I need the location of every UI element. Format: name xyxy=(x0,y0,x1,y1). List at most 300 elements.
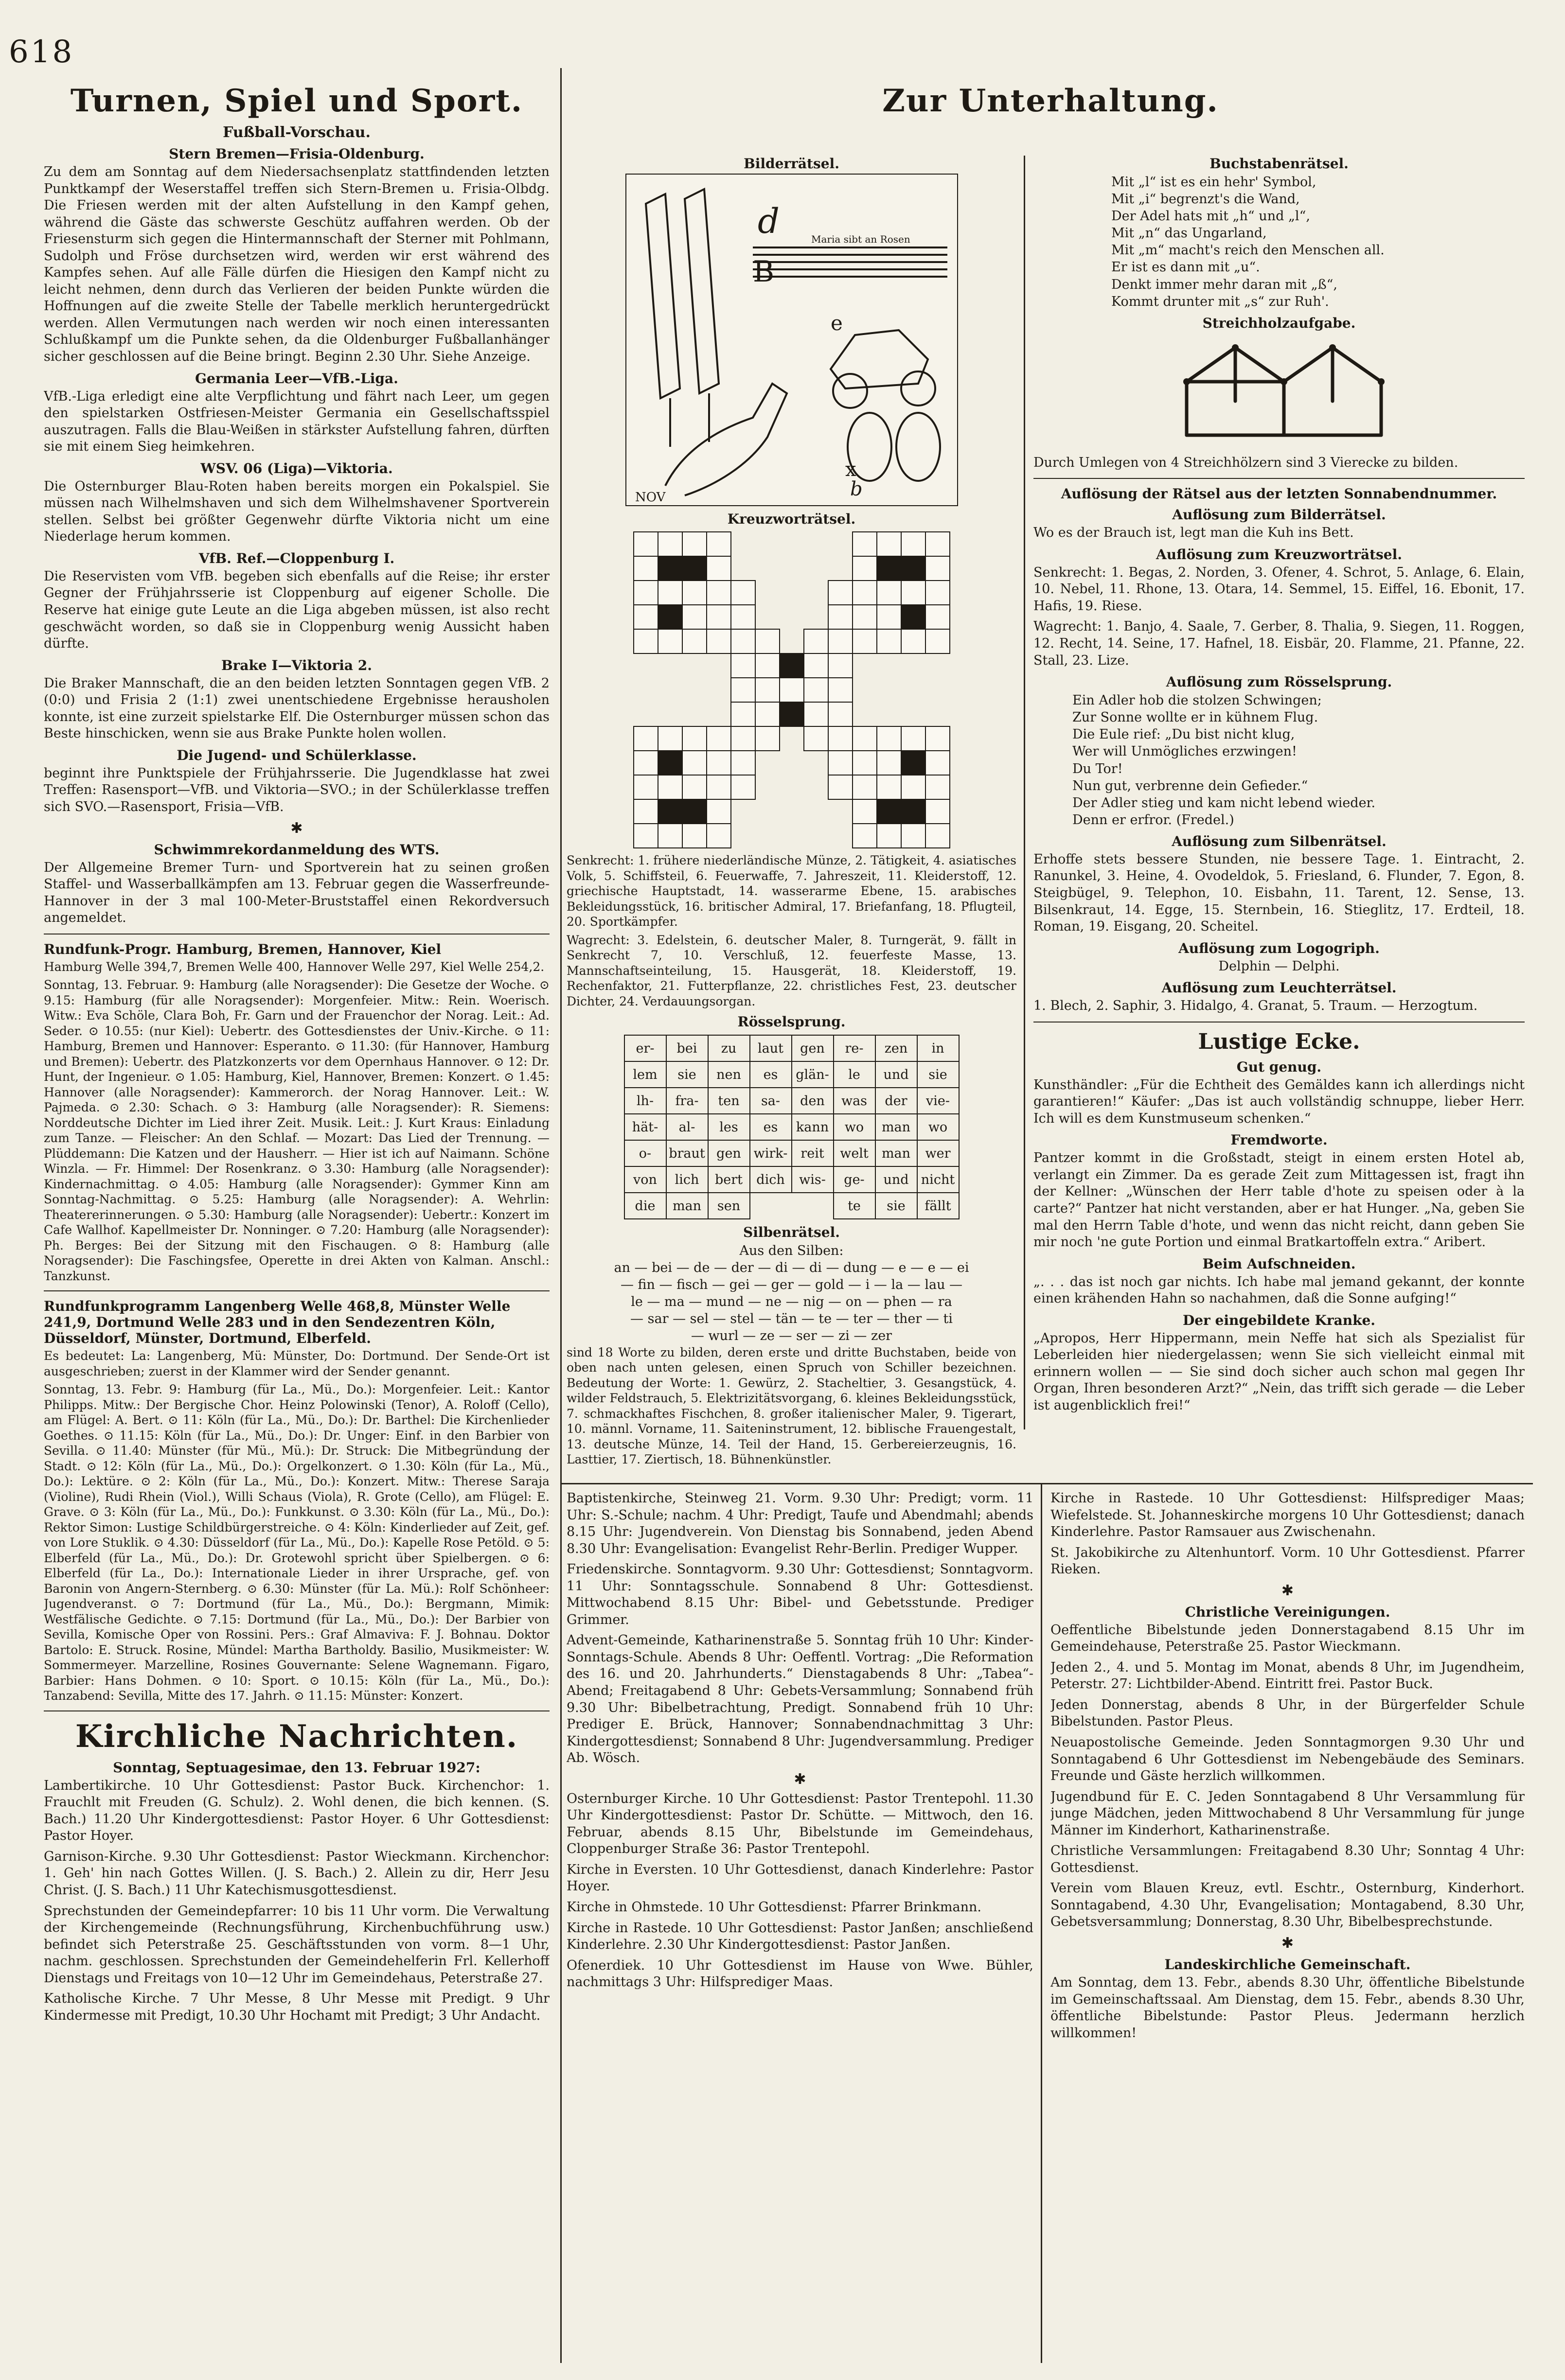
crossword-cell xyxy=(682,531,707,557)
gem-6: Kirche in Ohmstede. 10 Uhr Gottesdienst: Pfarrer Brinkmann. xyxy=(567,1900,981,1915)
roessel-cell: wo xyxy=(917,1114,959,1140)
crossword-cell xyxy=(901,750,926,776)
crossword-cell xyxy=(633,580,658,605)
radio-text-4: Sonntag, 13. Febr. 9: Hamburg (für La., Mü., Do.): Morgenfeier. Leit.: Kantor Philipps. Mitw.: Der Bergische Chor. Heinz Polowinski (Tenor), A. Roloff (Cello), am Flügel: A. Bert. ⊙ 11: Köln (für La., Mü., Do.): Dr. Barthel: Die Kirchenlieder Goethes. ⊙ 11.15: Köln (für La., Mü., Do.): Dr. Unger: Einf. in den Barbier von Sevilla. ⊙ 11.40: Münster (für Mü., Mü.): Dr. Struck: Die Mitbegründung der Stadt. ⊙ 12: Köln (für La., Mü., Do.): Orgelkonzert. ⊙ 1.30: Köln (für La., Mü., Do.): Lektüre. ⊙ 2: Köln (für La., Mü., Do.): Konzert. Mitw.: Therese Saraja (Violine), Rudi Rhein (Viol.), Willi Schaus (Viola), R. Grote (Cello), am Flügel: E. Grave. ⊙ 3: Köln (für La., Mü., Do.): Funkkunst. ⊙ 3.30: Köln (für La., Mü., Do.): Rektor Simon: Lustige Schildbürgerstreiche. ⊙ 4: Köln: Kinderlieder auf Zeit, gef. von Lore Stuklik. ⊙ 4.30: Düsseldorf (für La., Mü., Do.): Kapelle Rose Petöld. ⊙ 5: Elberfeld (für La., Mü., Do.): Dr. Grotewohl spricht über Spielbergen. ⊙ 6: Elberfeld (für La., Do.): Internationale Lieder in ihrer Ursprache, gef. von Baronin von Angern-Sternberg. ⊙ 6.30: Münster (für La. Mü.): Rolf Schönheer: Jugendveranst. ⊙ 7: Dortmund (für La., Mü., Do.): Bergmann, Mimik: Westfälische Gedichte. ⊙ 7.15: Dortmund (für La., Mü., Do.): Der Barbier von Sevilla, Komische Oper von Rossini. Pers.: Graf Almaviva: F. J. Bohnau. Doktor Bartolo: E. Struck. Rosine, Mündel: Martha Bartholdy. Basilio, Musikmeister: W. Sommermeyer. Marzelline, Rosines Gouvernante: Selene Wagnemann. Figaro, Barbier: Hans Dohmen. ⊙ 10: Sport. ⊙ 10.15: Köln (für La., Mü., Do.): Tanzabend: Sevilla, Mitte des 17. Jahrh. ⊙ 11.15: Münster: Konzert. xyxy=(44,1382,550,1703)
cv-heading: Christliche Vereinigungen. xyxy=(1185,1604,1390,1620)
l5-text: Delphin — Delphi. xyxy=(1218,958,1340,974)
roessel-cell: lh- xyxy=(624,1088,666,1114)
sport-match-5: Brake I—Viktoria 2. xyxy=(221,657,372,673)
crossword-cell xyxy=(876,653,902,678)
roessel-cell: wer xyxy=(917,1140,959,1166)
sport-match-3: WSV. 06 (Liga)—Viktoria. xyxy=(200,460,393,476)
crossword-cell xyxy=(803,653,829,678)
crossword-cell xyxy=(901,702,926,727)
buch-line: Der Adel hats mit „h“ und „l“, xyxy=(1111,209,1310,224)
sport-text-5: Die Braker Mannschaft, die an den beiden letzten Sonntagen gegen VfB. 2 (0:0) und Frisia 2 (1:1) zwei unentschiedene Ergebnisse herausholen konnte, ist eine zurzeit spielstarke Elf. Die Osternburger müssen schon das Beste hinschicken, wenn sie aus Brake Punkte holen wollen. xyxy=(44,675,550,741)
crossword-cell xyxy=(658,604,683,630)
roessel-cell: es xyxy=(750,1114,792,1140)
roessel-cell: les xyxy=(708,1114,750,1140)
radio-text-3: Es bedeutet: La: Langenberg, Mü: Münster, Do: Dortmund. Der Sende-Ort ist ausgeschrieben; zuerst in der Klammer wird der Sender genannt. xyxy=(44,1349,550,1378)
crossword-cell xyxy=(633,677,658,703)
gem-8: Ofenerdiek. 10 Uhr Gottesdienst im Hause von Wwe. Bühler, nachmittags 3 Uhr: Hilfsprediger Maas. xyxy=(567,1957,1033,1990)
roessel-cell: glän- xyxy=(792,1061,834,1088)
roessel-cell: reit xyxy=(792,1140,834,1166)
right-column xyxy=(1033,151,1525,1478)
crossword-cell xyxy=(658,580,683,605)
lk-text: Am Sonntag, dem 13. Febr., abends 8.30 Uhr, öffentliche Bibelstunde im Gemeinschaftssaal. Am Dienstag, dem 15. Febr., abends 8.30 Uhr, öffentliche Bibelstunde: Pastor Pleus. Jedermann herzlich willkommen! xyxy=(1050,1975,1525,2041)
picture-caption: Maria sibt an Rosen xyxy=(811,233,910,245)
l1-heading: Auflösung zum Bilderrätsel. xyxy=(1172,507,1386,523)
church-text-1: Lambertikirche. 10 Uhr Gottesdienst: Pastor Buck. Kirchenchor: 1. Frauchlt mit Freuden (G. Schulz). 2. Wohl denen, die bich kennen. (S. Bach.) 11.20 Uhr Kindergottesdienst: Pastor Hoyer. 6 Uhr Gottesdienst: Pastor Hoyer. xyxy=(44,1778,550,1844)
crossword-cell xyxy=(730,580,756,605)
crossword-cell xyxy=(755,580,780,605)
buch-line: Mit „m“ macht's reich den Menschen all. xyxy=(1111,243,1385,258)
crossword-cell xyxy=(730,653,756,678)
crossword-cell xyxy=(876,677,902,703)
roessel-row xyxy=(624,1061,959,1088)
lg4-text: „Apropos, Herr Hippermann, mein Neffe hat sich als Spezialist für Leberleiden hier niedergelassen; wenn Sie sich vielleicht einmal mit erinnern wollen — — Sie sind doch sicher auch schon mal gegen Ihr Organ, Ihren besonderen Arzt?“ „Nein, das trifft sich gerade — die Leber ist augenblicklich frei!“ xyxy=(1033,1330,1525,1413)
crossword-cell xyxy=(828,531,853,557)
crossword-cell xyxy=(779,580,804,605)
crossword-cell xyxy=(755,677,780,703)
divider xyxy=(1033,1022,1525,1023)
crossword-cell xyxy=(658,653,683,678)
l3-line: Zur Sonne wollte er in kühnem Flug. xyxy=(1072,710,1318,725)
roessel-cell: lich xyxy=(666,1166,708,1193)
crossword-cell xyxy=(828,726,853,751)
crossword-cell xyxy=(852,604,877,630)
crossword-cell xyxy=(925,629,950,654)
crossword-cell xyxy=(755,775,780,800)
crossword-cell xyxy=(779,531,804,557)
silben-line: — wurl — ze — ser — zi — zer xyxy=(691,1328,892,1344)
gem-3: Advent-Gemeinde, Katharinenstraße 5. Sonntag früh 10 Uhr: Kinder-Sonntags-Schule. Abends 8 Uhr: Oeffentl. Vortrag: „Die Reformation des 16. und 20. Jahrhunderts.“ Dienstagabends 8 Uhr: „Tabea“-Abend; Freitagabend 8 Uhr: Gebets-Versammlung; Sonnabend früh 9.30 Uhr: Bibelbetrachtung, Predigt. Sonnabend früh 10 Uhr: Prediger E. Brück, Hannover; Sonnabendnachmittag 3 Uhr: Kindergottesdienst; Sonnabend 8 Uhr: Jugendversammlung. Prediger Ab. Wösch. xyxy=(567,1633,1033,1766)
silben-line: an — bei — de — der — di — di — dung — e — e — ei xyxy=(614,1260,969,1276)
roessel-cell: die xyxy=(624,1193,666,1219)
crossword-cell xyxy=(706,750,731,776)
crossword-cell xyxy=(730,726,756,751)
lg4-heading: Der eingebildete Kranke. xyxy=(1182,1312,1376,1328)
silben-intro: Aus den Silben: xyxy=(739,1243,844,1258)
cv-7: Verein vom Blauen Kreuz, evtl. Eschtr., Osternburg, Kinderhort. Sonntagabend, 4.30 Uhr, Evangelisation; Montagabend, 8.30 Uhr, Gebetsversammlung; Donnerstag, 8.30 Uhr, Bibelbesprechstunde. xyxy=(1050,1881,1525,1930)
roessel-cell: den xyxy=(792,1088,834,1114)
roessel-cell: kann xyxy=(792,1114,834,1140)
crossword-cell xyxy=(852,580,877,605)
crossword-cell xyxy=(876,823,902,848)
sport-match-2: Germania Leer—VfB.-Liga. xyxy=(195,370,398,387)
crossword-cell xyxy=(901,629,926,654)
bottom-right xyxy=(1050,1490,1525,2361)
roessel-cell: zu xyxy=(708,1035,750,1061)
crossword-cell xyxy=(803,799,829,824)
lg1-heading: Gut genug. xyxy=(1236,1058,1322,1075)
crossword-cell xyxy=(755,531,780,557)
crossword-cell xyxy=(730,799,756,824)
lg3-text: „. . . das ist noch gar nichts. Ich habe mal jemand gekannt, der konnte einen krähenden Hahn so nachahmen, daß die Sonne aufging!“ xyxy=(1033,1274,1525,1306)
radio-heading-1: Rundfunk-Progr. Hamburg, Bremen, Hannover, Kiel xyxy=(44,941,442,957)
crossword-cell xyxy=(803,775,829,800)
lg2-text: Pantzer kommt in die Großstadt, steigt in einem ersten Hotel ab, verlangt ein Zimmer. Da es gerade Zeit zum Mittagessen ist, fragt ihn der Kellner: „Wünschen der Herr table d'hote zu speisen oder à la carte?“ Pantzer hat nicht verstanden, aber er hat Hunger. „Na, geben Sie mal den Herrn Table d'hote, und wenn das nicht reicht, dann geben Sie mir noch 'ne gute Portion und einmal Bratkartoffeln extra.“ Aribert. xyxy=(1033,1150,1525,1250)
gem-5: Kirche in Eversten. 10 Uhr Gottesdienst, danach Kinderlehre: Pastor Hoyer. xyxy=(567,1862,1033,1894)
section-rule xyxy=(560,1483,1533,1484)
roessel-heading: Rösselsprung. xyxy=(737,1014,846,1030)
crossword-cell xyxy=(779,653,804,678)
fun-title: Zur Unterhaltung. xyxy=(882,83,1219,119)
crossword-cell xyxy=(682,775,707,800)
lg1-text: Kunsthändler: „Für die Echtheit des Gemäldes kann ich allerdings nicht garantieren!“ Käufer: „Das ist auch vollständig schnuppe, lieber Herr. Ich will es dem Kunstmuseum schenken.“ xyxy=(1033,1077,1525,1126)
gem-2: Friedenskirche. Sonntagvorm. 9.30 Uhr: Gottesdienst; Sonntagvorm. 11 Uhr: Sonntagsschule. Sonnabend 8 Uhr: Gottesdienst. Mittwochabend 8.15 Uhr: Bibel- und Gebetsstunde. Prediger Grimmer. xyxy=(567,1562,1033,1627)
roessel-row xyxy=(624,1140,959,1166)
crossword-cell xyxy=(925,604,950,630)
crossword-cell xyxy=(803,580,829,605)
crossword-cell xyxy=(633,799,658,824)
crossword-cell xyxy=(925,653,950,678)
radio-heading-2: Rundfunkprogramm Langenberg Welle 468,8, Münster Welle 241,9, Dortmund Welle 283 und in den Sendezentren Köln, Düsseldorf, Münster, Dortmund, Elberfeld. xyxy=(44,1298,511,1347)
l1-text: Wo es der Brauch ist, legt man die Kuh ins Bett. xyxy=(1033,525,1354,541)
crossword-cell xyxy=(852,531,877,557)
column-rule-2 xyxy=(1024,156,1025,1429)
lg3-heading: Beim Aufschneiden. xyxy=(1202,1255,1356,1272)
crossword-cell xyxy=(852,556,877,581)
crossword-cell xyxy=(779,750,804,776)
roessel-cell: o- xyxy=(624,1140,666,1166)
crossword-cell xyxy=(682,604,707,630)
star-divider: ✱ xyxy=(794,1770,806,1788)
divider xyxy=(44,1710,550,1711)
crossword-cell xyxy=(925,799,950,824)
l3-line: Ein Adler hob die stolzen Schwingen; xyxy=(1072,693,1322,708)
cv-6: Christliche Versammlungen: Freitagabend 8.30 Uhr; Sonntag 4 Uhr: Gottesdienst. xyxy=(1050,1843,1525,1875)
divider xyxy=(1033,478,1525,479)
roessel-cell: man xyxy=(875,1114,917,1140)
roessel-cell: lem xyxy=(624,1061,666,1088)
crossword-cell xyxy=(682,726,707,751)
crossword-cell xyxy=(779,604,804,630)
crossword-cell xyxy=(633,556,658,581)
crossword-cell xyxy=(682,629,707,654)
crossword-cell xyxy=(706,799,731,824)
column-rule-1 xyxy=(560,68,562,2363)
l4-heading: Auflösung zum Silbenrätsel. xyxy=(1172,833,1387,849)
crossword-cell xyxy=(901,653,926,678)
roessel-row xyxy=(624,1035,959,1061)
roessel-cell: sie xyxy=(875,1193,917,1219)
roessel-cell: sen xyxy=(708,1193,750,1219)
crossword-cell xyxy=(925,677,950,703)
roessel-cell: zen xyxy=(875,1035,917,1061)
crossword-cell xyxy=(901,556,926,581)
roessel-cell: fällt xyxy=(917,1193,959,1219)
crossword-cell xyxy=(803,823,829,848)
roessel-cell: sie xyxy=(917,1061,959,1088)
roessel-cell: ten xyxy=(708,1088,750,1114)
sport-subtitle: Fußball-Vorschau. xyxy=(223,124,371,141)
l3-line: Nun gut, verbrenne dein Gefieder.“ xyxy=(1072,778,1308,793)
crossword-cell xyxy=(876,629,902,654)
l3-line: Der Adler stieg und kam nicht lebend wieder. xyxy=(1072,795,1376,811)
buch-line: Mit „n“ das Ungarland, xyxy=(1111,226,1267,241)
crossword-cell xyxy=(779,775,804,800)
crossword-cell xyxy=(706,604,731,630)
roessel-cell xyxy=(750,1193,792,1219)
picture-letter-d: d xyxy=(757,201,780,241)
left-column xyxy=(44,83,550,2363)
crossword-cell xyxy=(755,750,780,776)
kreuz-heading: Kreuzworträtsel. xyxy=(727,511,856,527)
crossword-cell xyxy=(779,702,804,727)
cv-4: Neuapostolische Gemeinde. Jeden Sonntagmorgen 9.30 Uhr und Sonntagabend 6 Uhr Gottesdienst im Nebengebäude des Seminars. Freunde und Gäste herzlich willkommen. xyxy=(1050,1735,1525,1784)
roessel-cell: wis- xyxy=(792,1166,834,1193)
picture-letter-x: x xyxy=(845,458,856,481)
crossword-cell xyxy=(706,629,731,654)
crossword-cell xyxy=(852,775,877,800)
roessel-cell: sa- xyxy=(750,1088,792,1114)
crossword-cell xyxy=(925,775,950,800)
crossword-cell xyxy=(876,702,902,727)
crossword-cell xyxy=(828,653,853,678)
roessel-cell: braut xyxy=(666,1140,708,1166)
crossword-cell xyxy=(901,799,926,824)
gem-10: St. Jakobikirche zu Altenhuntorf. Vorm. 10 Uhr Gottesdienst. Pfarrer Rieken. xyxy=(1050,1545,1525,1577)
cv-1: Oeffentliche Bibelstunde jeden Donnerstagabend 8.15 Uhr im Gemeindehause, Peterstraße 25. Pastor Wieckmann. xyxy=(1050,1622,1525,1655)
crossword-cell xyxy=(828,677,853,703)
roessel-cell: es xyxy=(750,1061,792,1088)
crossword-cell xyxy=(901,775,926,800)
picture-nov: NOV xyxy=(635,490,665,505)
gem-4: Osternburger Kirche. 10 Uhr Gottesdienst: Pastor Trentepohl. 11.30 Uhr Kindergottesdienst: Pastor Dr. Schütte. — Mittwoch, den 16. Februar, abends 8.15 Uhr, Bibelstunde im Gemeindehaus, Cloppenburger Straße 36: Pastor Trentepohl. xyxy=(567,1791,1033,1857)
buch-line: Mit „i“ begrenzt's die Wand, xyxy=(1111,192,1300,207)
crossword-cell xyxy=(803,750,829,776)
crossword-cell xyxy=(876,604,902,630)
crossword-cell xyxy=(658,531,683,557)
roessel-cell: und xyxy=(875,1166,917,1193)
crossword-cell xyxy=(876,580,902,605)
roessel-cell: gen xyxy=(708,1140,750,1166)
l3-heading: Auflösung zum Rösselsprung. xyxy=(1166,674,1392,690)
roessel-cell: al- xyxy=(666,1114,708,1140)
crossword-cell xyxy=(779,799,804,824)
roessel-cell: man xyxy=(875,1140,917,1166)
church-text-2: Garnison-Kirche. 9.30 Uhr Gottesdienst: Pastor Wieckmann. Kirchenchor: 1. Geh' hin nach Gottes Willen. (J. S. Bach.) 2. Allein zu dir, Herr Jesu Christ. (J. S. Bach.) 11 Uhr Katechismusgottesdienst. xyxy=(44,1849,550,1898)
buch-line: Mit „l“ ist es ein hehr' Symbol, xyxy=(1111,175,1316,190)
crossword-cell xyxy=(706,823,731,848)
crossword-cell xyxy=(852,799,877,824)
crossword-cell xyxy=(755,629,780,654)
kreuz-clues-1: Senkrecht: 1. frühere niederländische Münze, 2. Tätigkeit, 4. asiatisches Volk, 5. Schiffsteil, 6. Feuerwaffe, 7. Jahreszeit, 11. Kleiderstoff, 12. griechische Hauptstadt, 14. wasserarme Ebene, 15. arabisches Bekleidungsstück, 16. britischer Admiral, 17. Briefanfang, 18. Pflugteil, 20. Sportkämpfer. xyxy=(567,853,1016,929)
roessel-cell: er- xyxy=(624,1035,666,1061)
crossword-cell xyxy=(755,653,780,678)
crossword-cell xyxy=(901,604,926,630)
roessel-cell: nen xyxy=(708,1061,750,1088)
roessel-cell: dich xyxy=(750,1166,792,1193)
gem-1: Baptistenkirche, Steinweg 21. Vorm. 9.30 Uhr: Predigt; vorm. 11 Uhr: S.-Schule; nachm. 4 Uhr: Predigt, Taufe und Abendmahl; abends 8.15 Uhr: Jugendverein. Von Dienstag bis Sonnabend, jeden Abend 8.30 Uhr: Evangelisation: Evangelist Rehr-Berlin. Prediger Wupper. xyxy=(567,1491,1033,1556)
crossword-cell xyxy=(901,823,926,848)
crossword-grid xyxy=(634,532,950,848)
roessel-row xyxy=(624,1114,959,1140)
sport-text-2: VfB.-Liga erledigt eine alte Verpflichtung und fährt nach Leer, um gegen den spielstarken Ostfriesen-Meister Germania ein Gesellschaftsspiel auszutragen. Falls die Blau-Weißen in stärkster Aufstellung fahren, dürften sie mit einem Sieg heimkehren. xyxy=(44,388,550,455)
picture-puzzle xyxy=(625,174,958,506)
crossword-cell xyxy=(730,677,756,703)
l6-heading: Auflösung zum Leuchterrätsel. xyxy=(1161,980,1397,996)
gem-9: Kirche in Rastede. 10 Uhr Gottesdienst: Hilfsprediger Maas; Wiefelstede. St. Johanneskirche morgens 10 Uhr Gottesdienst; danach Kinderlehre. Pastor Ramsauer aus Zwischenahn. xyxy=(1050,1491,1525,1540)
crossword-cell xyxy=(828,629,853,654)
bilder-heading: Bilderrätsel. xyxy=(744,156,839,172)
sport-match-4: VfB. Ref.—Cloppenburg I. xyxy=(198,550,395,566)
crossword-cell xyxy=(852,750,877,776)
crossword-cell xyxy=(658,823,683,848)
roessel-row xyxy=(624,1193,959,1219)
sport-text-6: beginnt ihre Punktspiele der Frühjahrsserie. Die Jugendklasse hat zwei Treffen: Rasensport—VfB. und Viktoria—SVO.; in der Schülerklasse treffen sich SVO.—Rasensport, Frisia—VfB. xyxy=(44,765,550,814)
crossword-cell xyxy=(779,677,804,703)
crossword-cell xyxy=(706,677,731,703)
bottom-middle xyxy=(567,1490,1033,2361)
cv-2: Jeden 2., 4. und 5. Montag im Monat, abends 8 Uhr, im Jugendheim, Peterstr. 27: Lichtbilder-Abend. Eintritt frei. Pastor Buck. xyxy=(1050,1659,1525,1692)
crossword-cell xyxy=(803,702,829,727)
divider xyxy=(44,1290,550,1291)
picture-letter-b-small: b xyxy=(850,478,863,500)
crossword-cell xyxy=(633,726,658,751)
crossword-cell xyxy=(633,531,658,557)
crossword-cell xyxy=(803,531,829,557)
crossword-cell xyxy=(682,702,707,727)
sport-match-6: Die Jugend- und Schülerklasse. xyxy=(177,747,417,763)
l6-text: 1. Blech, 2. Saphir, 3. Hidalgo, 4. Granat, 5. Traum. — Herzogtum. xyxy=(1033,998,1478,1014)
crossword-cell xyxy=(828,775,853,800)
crossword-cell xyxy=(901,580,926,605)
crossword-cell xyxy=(925,726,950,751)
l2-heading: Auflösung zum Kreuzworträtsel. xyxy=(1156,546,1402,563)
crossword-cell xyxy=(925,531,950,557)
buch-lines xyxy=(1033,174,1525,310)
crossword-cell xyxy=(876,775,902,800)
crossword-cell xyxy=(828,799,853,824)
crossword-cell xyxy=(682,750,707,776)
crossword-cell xyxy=(658,556,683,581)
l5-heading: Auflösung zum Logogriph. xyxy=(1178,940,1380,956)
crossword-cell xyxy=(755,726,780,751)
streich-text: Durch Umlegen von 4 Streichhölzern sind 3 Vierecke zu bilden. xyxy=(1033,455,1458,470)
crossword-cell xyxy=(706,653,731,678)
page-number: 618 xyxy=(9,34,74,70)
roessel-cell: bert xyxy=(708,1166,750,1193)
crossword-cell xyxy=(706,775,731,800)
crossword-cell xyxy=(852,702,877,727)
crossword-cell xyxy=(779,823,804,848)
crossword-cell xyxy=(803,629,829,654)
roessel-row xyxy=(624,1166,959,1193)
crossword-cell xyxy=(803,556,829,581)
crossword-cell xyxy=(706,702,731,727)
star-divider: ✱ xyxy=(290,819,303,837)
sport-text-7: Der Allgemeine Bremer Turn- und Sportverein hat zu seinen großen Staffel- und Wasserballkämpfen am 13. Februar gegen die Wasserfreunde-Hannover in der 3 mal 100-Meter-Bruststaffel einen Rekordversuch angemeldet. xyxy=(44,860,550,926)
cv-5: Jugendbund für E. C. Jeden Sonntagabend 8 Uhr Versammlung für junge Mädchen, jeden Mittwochabend 8 Uhr Versammlung für junge Männer im Kinderhort, Katharinenstraße. xyxy=(1050,1789,1525,1838)
roessel-cell: der xyxy=(875,1088,917,1114)
crossword-cell xyxy=(925,702,950,727)
church-date: Sonntag, Septuagesimae, den 13. Februar 1927: xyxy=(113,1759,480,1776)
buch-line: Denkt immer mehr daran mit „ß“, xyxy=(1111,277,1338,292)
roessel-cell: was xyxy=(834,1088,875,1114)
crossword-cell xyxy=(925,580,950,605)
crossword-cell xyxy=(828,580,853,605)
roessel-cell: fra- xyxy=(666,1088,708,1114)
roessel-cell: vie- xyxy=(917,1088,959,1114)
silben-line: — fin — fisch — gei — ger — gold — i — la — lau — xyxy=(620,1277,963,1293)
sport-title: Turnen, Spiel und Sport. xyxy=(70,83,523,119)
silben-text: sind 18 Worte zu bilden, deren erste und dritte Buchstaben, beide von oben nach unten gelesen, einen Spruch von Schiller bezeichnen. Bedeutung der Worte: 1. Gewürz, 2. Stacheltier, 3. Gesangstück, 4. wilder Feldstrauch, 5. Elektrizitätsvorgang, 6. kleines Bekleidungsstück, 7. schmackhaftes Fischchen, 8. großer italienischer Maler, 9. Tigerart, 10. männl. Vorname, 11. Saiteninstrument, 12. biblische Frauengestalt, 13. deutsche Münze, 14. Teil der Hand, 15. Gerbereierzeugnis, 16. Lasttier, 17. Ziertisch, 18. Bühnenkünstler. xyxy=(567,1345,1016,1467)
crossword-cell xyxy=(682,677,707,703)
roessel-cell: le xyxy=(834,1061,875,1088)
church-text-3: Sprechstunden der Gemeindepfarrer: 10 bis 11 Uhr vorm. Die Verwaltung der Kirchengemeinde (Rechnungsführung, Kirchenbuchführung usw.) befindet sich Peterstraße 25. Geschäftsstunden von vorm. 8—1 Uhr, nachm. geschlossen. Sprechstunden der Gemeindehelferin Frl. Kellerhoff Dienstags und Freitags von 10—12 Uhr im Gemeindehaus, Peterstraße 27. xyxy=(44,1903,550,1986)
roessel-cell: nicht xyxy=(917,1166,959,1193)
crossword-cell xyxy=(658,775,683,800)
crossword-cell xyxy=(658,799,683,824)
roessel-cell: welt xyxy=(834,1140,875,1166)
streich-heading: Streichholzaufgabe. xyxy=(1202,315,1356,331)
l2-text-a: Senkrecht: 1. Begas, 2. Norden, 3. Ofener, 4. Schrot, 5. Anlage, 6. Elain, 10. Nebel, 11. Rhone, 13. Otara, 14. Semmel, 15. Eiffel, 16. Ebonit, 17. Hafis, 19. Riese. xyxy=(1033,564,1525,614)
picture-letter-e: e xyxy=(830,311,843,335)
roessel-cell: und xyxy=(875,1061,917,1088)
roessel-cell: wo xyxy=(834,1114,875,1140)
radio-text-2: Sonntag, 13. Februar. 9: Hamburg (alle Noragsender): Die Gesetze der Woche. ⊙ 9.15: Hamburg (für alle Noragsender): Morgenfeier. Mitw.: Rein. Woerisch. Witw.: Eva Schöle, Clara Boh, Fr. Garn und der Frauenchor der Norag. Leit.: Ad. Seder. ⊙ 10.55: (nur Kiel): Uebertr. des Gottesdienstes der Univ.-Kirche. ⊙ 11: Hamburg, Bremen und Hannover: Esperanto. ⊙ 11.30: (für Hannover, Hamburg und Bremen): Uebertr. des Platzkonzerts vor dem Opernhaus Hannover. ⊙ 12: Dr. Hunt, der Ingenieur. ⊙ 1.05: Hamburg, Kiel, Hannover, Bremen: Konzert. ⊙ 1.45: Hannover (alle Noragsender): Kammerorch. der Norag Hannover. Leit.: W. Pajmeda. ⊙ 2.30: Schach. ⊙ 3: Hamburg (alle Noragsender): R. Siemens: Norddeutsche Dichter im Lied ihrer Zeit. Musik. Leit.: J. Kurt Kraus: Einladung zum Tanze. — Fleischer: An den Schlaf. — Mozart: Das Lied der Trennung. — Plüddemann: Die Katzen und der Hausherr. — Hier ist ich auf Naimann. Schöne Winzla. — Fr. Himmel: Der Rosenkranz. ⊙ 3.30: Hamburg (alle Noragsender): Kindernachmittag. ⊙ 4.05: Hamburg (alle Noragsender): Gymmer Kinn am Sonntag-Nachmittag. ⊙ 5.25: Hamburg (alle Noragsender): A. Wehrlin: Theatererinnerungen. ⊙ 5.30: Hamburg (alle Noragsender): Uebertr.: Konzert im Cafe Wallhof. Kapellmeister Dr. Nonninger. ⊙ 7.20: Hamburg (alle Noragsender): Ph. Berges: Bei der Sitzung mit den Fischaugen. ⊙ 8: Hamburg (alle Noragsender): Die Faschingsfee, Operette in drei Akten von Kalman. Anschl.: Tanzkunst. xyxy=(44,978,550,1283)
l3-lines xyxy=(1033,692,1525,829)
lk-heading: Landeskirchliche Gemeinschaft. xyxy=(1164,1957,1411,1973)
crossword-cell xyxy=(755,702,780,727)
crossword-cell xyxy=(633,702,658,727)
crossword-cell xyxy=(852,823,877,848)
roessel-cell: in xyxy=(917,1035,959,1061)
church-text-4: Katholische Kirche. 7 Uhr Messe, 8 Uhr Messe mit Predigt. 9 Uhr Kindermesse mit Predigt, 10.30 Uhr Hochamt mit Predigt; 3 Uhr Andacht. xyxy=(44,1991,550,2023)
crossword-cell xyxy=(730,531,756,557)
roessel-cell: sie xyxy=(666,1061,708,1088)
crossword-cell xyxy=(730,604,756,630)
l2-text-b: Wagrecht: 1. Banjo, 4. Saale, 7. Gerber, 8. Thalia, 9. Siegen, 11. Roggen, 12. Recht, 14. Seine, 17. Hafnel, 18. Eisbär, 20. Flamme, 21. Pfanne, 22. Stall, 23. Lize. xyxy=(1033,619,1525,668)
cv-3: Jeden Donnerstag, abends 8 Uhr, in der Bürgerfelder Schule Bibelstunden. Pastor Pleus. xyxy=(1050,1697,1525,1729)
crossword-cell xyxy=(852,726,877,751)
crossword-cell xyxy=(901,726,926,751)
crossword-cell xyxy=(682,823,707,848)
crossword-cell xyxy=(876,556,902,581)
crossword-cell xyxy=(828,702,853,727)
lg2-heading: Fremdworte. xyxy=(1230,1132,1328,1148)
roessel-cell: laut xyxy=(750,1035,792,1061)
crossword-cell xyxy=(755,556,780,581)
crossword-cell xyxy=(803,604,829,630)
roessel-cell: bei xyxy=(666,1035,708,1061)
crossword-cell xyxy=(682,580,707,605)
roessel-row xyxy=(624,1088,959,1114)
radio-text-1: Hamburg Welle 394,7, Bremen Welle 400, Hannover Welle 297, Kiel Welle 254,2. xyxy=(44,959,545,974)
crossword-cell xyxy=(658,677,683,703)
roessel-cell: re- xyxy=(834,1035,875,1061)
buch-heading: Buchstabenrätsel. xyxy=(1209,156,1349,172)
star-divider: ✱ xyxy=(1281,1935,1294,1952)
star-divider: ✱ xyxy=(1281,1582,1294,1599)
crossword-cell xyxy=(730,556,756,581)
crossword-cell xyxy=(730,702,756,727)
silben-list xyxy=(567,1259,1016,1344)
crossword-cell xyxy=(755,823,780,848)
crossword-cell xyxy=(803,726,829,751)
sport-text-1: Zu dem am Sonntag auf dem Niedersachsenplatz stattfindenden letzten Punktkampf der Weserstaffel treffen sich Stern-Bremen u. Frisia-Olbdg. Die Friesen werden mit der alten Aufstellung in den Kampf gehen, während die Gäste das schwerste Geschütz auffahren werden. Ob der Friesensturm sich gegen die Hintermannschaft der Sterner mit Pohlmann, Sudolph und Fröse durchsetzen wird, werden wir erst während des Kampfes sehen. Auf alle Fälle dürfen die Hiesigen den Kampf nicht zu leicht nehmen, denn durch das Verlieren der beiden Punkte würden die Hoffnungen auf die zweite Stelle der Tabelle merklich heruntergedrückt werden. Allen Vermutungen nach werden wir noch einen interessanten Schlußkampf um die Punkte sehen, da die Oldenburger Fußballanhänger sicher geschlossen auf die Beine bringt. Beginn 2.30 Uhr. Siehe Anzeige. xyxy=(44,164,550,365)
crossword-cell xyxy=(730,775,756,800)
crossword-cell xyxy=(925,750,950,776)
buch-line: Er ist es dann mit „u“. xyxy=(1111,260,1260,275)
crossword-cell xyxy=(876,726,902,751)
matchstick-figure xyxy=(1157,333,1401,455)
l4-text: Erhoffe stets bessere Stunden, nie bessere Tage. 1. Eintracht, 2. Ranunkel, 3. Heine, 4. Ovodeldok, 5. Friesland, 6. Flunder, 7. Egon, 8. Steigbügel, 9. Telephon, 10. Eisbahn, 11. Tarent, 12. Sense, 13. Bilsenkraut, 14. Egge, 15. Sternbein, 16. Stieglitz, 17. Erdteil, 18. Roman, 19. Eisgang, 20. Scheitel. xyxy=(1033,851,1525,934)
lustig-heading: Lustige Ecke. xyxy=(1198,1029,1360,1054)
crossword-cell xyxy=(706,556,731,581)
